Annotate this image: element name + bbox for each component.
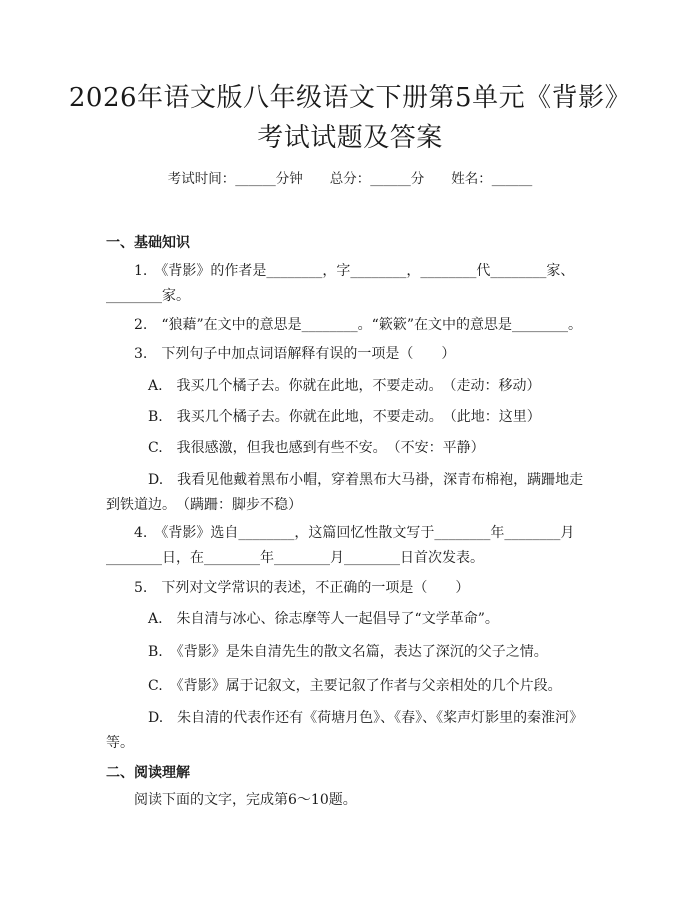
question-5-option-a: A. 朱自清与冰心、徐志摩等人一起倡导了“文学革命”。 — [106, 611, 499, 627]
question-3: 3. 下列句子中加点词语解释有误的一项是（ ） — [106, 346, 456, 362]
question-3-option-d: D. 我看见他戴着黑布小帽，穿着黑布大马褂，深青布棉袍，蹒跚地走到铁道边。 （蹒跚：脚步不稳） — [106, 472, 584, 513]
reading-intro: 阅读下面的文字，完成第6～10题。 — [106, 792, 357, 808]
question-5: 5. 下列对文学常识的表述，不正确的一项是（ ） — [106, 580, 470, 596]
page-title: 2026年语文版八年级语文下册第5单元《背影》考试试题及答案 — [68, 83, 632, 153]
question-1: 1. 《背影》的作者是________，字________，________代________家、________家。 — [106, 263, 575, 304]
section-heading-reading: 二、阅读理解 — [106, 765, 190, 781]
question-5-option-c: C. 《背影》属于记叙文，主要记叙了作者与父亲相处的几个片段。 — [106, 678, 562, 694]
question-5-option-b: B. 《背影》是朱自清先生的散文名篇，表达了深沉的父子之情。 — [106, 644, 548, 660]
exam-info-line: 考试时间：______分钟 总分：______分 姓名：______ — [167, 171, 533, 187]
section-heading-basic-knowledge: 一、基础知识 — [106, 235, 190, 251]
question-4: 4. 《背影》选自________，这篇回忆性散文写于________年________月________日，在________年________月________日首次发表。 — [106, 525, 575, 566]
question-3-option-b: B. 我买几个橘子去。你就在此地，不要走动。 （此地：这里） — [106, 409, 541, 425]
question-3-option-c: C. 我很感激，但我也感到有些不安。 （不安：平静） — [106, 440, 485, 456]
question-5-option-d: D. 朱自清的代表作还有《荷塘月色》、《春》、《桨声灯影里的秦淮河》等。 — [106, 710, 584, 751]
question-2: 2. “狼藉”在文中的意思是________。“簌簌”在文中的意思是________。 — [106, 317, 582, 333]
question-3-option-a: A. 我买几个橘子去。你就在此地，不要走动。 （走动：移动） — [106, 378, 541, 394]
